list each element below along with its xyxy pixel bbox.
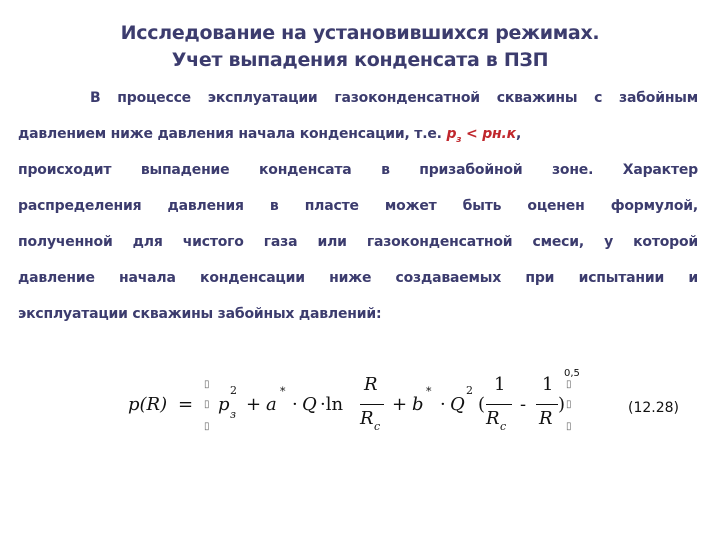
pressure-condensation-symbol: рн.к [482,126,516,142]
formula-plus-2: + [392,394,408,415]
comma: , [515,126,522,142]
bracket-right-bottom: ▯ [566,421,572,432]
formula-exponent: 0,5 [564,368,580,379]
frac2-denominator-sub: c [500,420,507,433]
paragraph-line-3: происходит выпадение конденсата в призабойной зоне. Характер [18,162,698,178]
formula-ln: ·ln [320,394,344,415]
paragraph-line-2-text: давлением ниже давления начала конденсации, т.е. [18,126,442,142]
formula-a-star: * [280,385,286,398]
less-than-sign: < [466,126,478,142]
paragraph-line-6: давление начала конденсации ниже создаваемых при испытании и [18,270,698,286]
pressure-bottomhole-symbol [446,126,462,145]
formula-paren-open: ( [478,394,486,415]
formula-p-sup: 2 [230,384,237,397]
body-paragraph [18,80,698,332]
frac3-line [536,404,558,405]
formula-lhs: p(R) [128,394,168,415]
frac3-denominator: R [539,408,553,429]
title-line-1: Исследование на установившихся режимах. [120,22,600,44]
frac2-numerator: 1 [494,374,506,395]
formula-plus-1: + [246,394,262,415]
formula-p: p [218,394,230,415]
paragraph-line-1: В процессе эксплуатации газоконденсатной скважины с забойным [90,90,698,106]
formula-dot-3: · [440,394,446,415]
bracket-right-top: ▯ [566,379,572,390]
bracket-right-mid: ▯ [566,399,572,410]
pz-sub: з [456,134,462,145]
title-line-2: Учет выпадения конденсата в ПЗП [171,49,549,71]
frac1-line [360,404,384,405]
formula-b: b [412,394,424,415]
formula-paren-close: ) [558,394,566,415]
formula-b-star: * [426,385,432,398]
slide-title [0,20,720,74]
pz-main: р [446,126,457,142]
frac3-numerator: 1 [542,374,554,395]
formula-p-sub: з [230,408,236,421]
formula-equals: = [178,394,194,415]
formula-dot-1: · [292,394,298,415]
paragraph-line-4: распределения давления в пласте может быть оценен формулой, [18,198,698,214]
formula-q-2: Q [450,394,465,415]
formula-q2-sup: 2 [466,384,473,397]
frac2-denominator: R [486,408,500,429]
formula-12-28 [128,368,578,448]
bracket-left-top: ▯ [204,379,210,390]
paragraph-line-2 [18,116,698,152]
frac1-denominator-sub: c [374,420,381,433]
paragraph-line-7: эксплуатации скважины забойных давлений: [18,306,382,322]
bracket-left-bottom: ▯ [204,421,210,432]
bracket-left-mid: ▯ [204,399,210,410]
equation-number: (12.28) [628,400,680,416]
formula-q-1: Q [302,394,317,415]
frac2-line [486,404,512,405]
paragraph-line-5: полученной для чистого газа или газоконденсатной смеси, у которой [18,234,698,250]
frac1-numerator: R [364,374,378,395]
formula-a: a [266,394,277,415]
frac1-denominator: R [360,408,374,429]
formula-minus: - [520,394,527,415]
